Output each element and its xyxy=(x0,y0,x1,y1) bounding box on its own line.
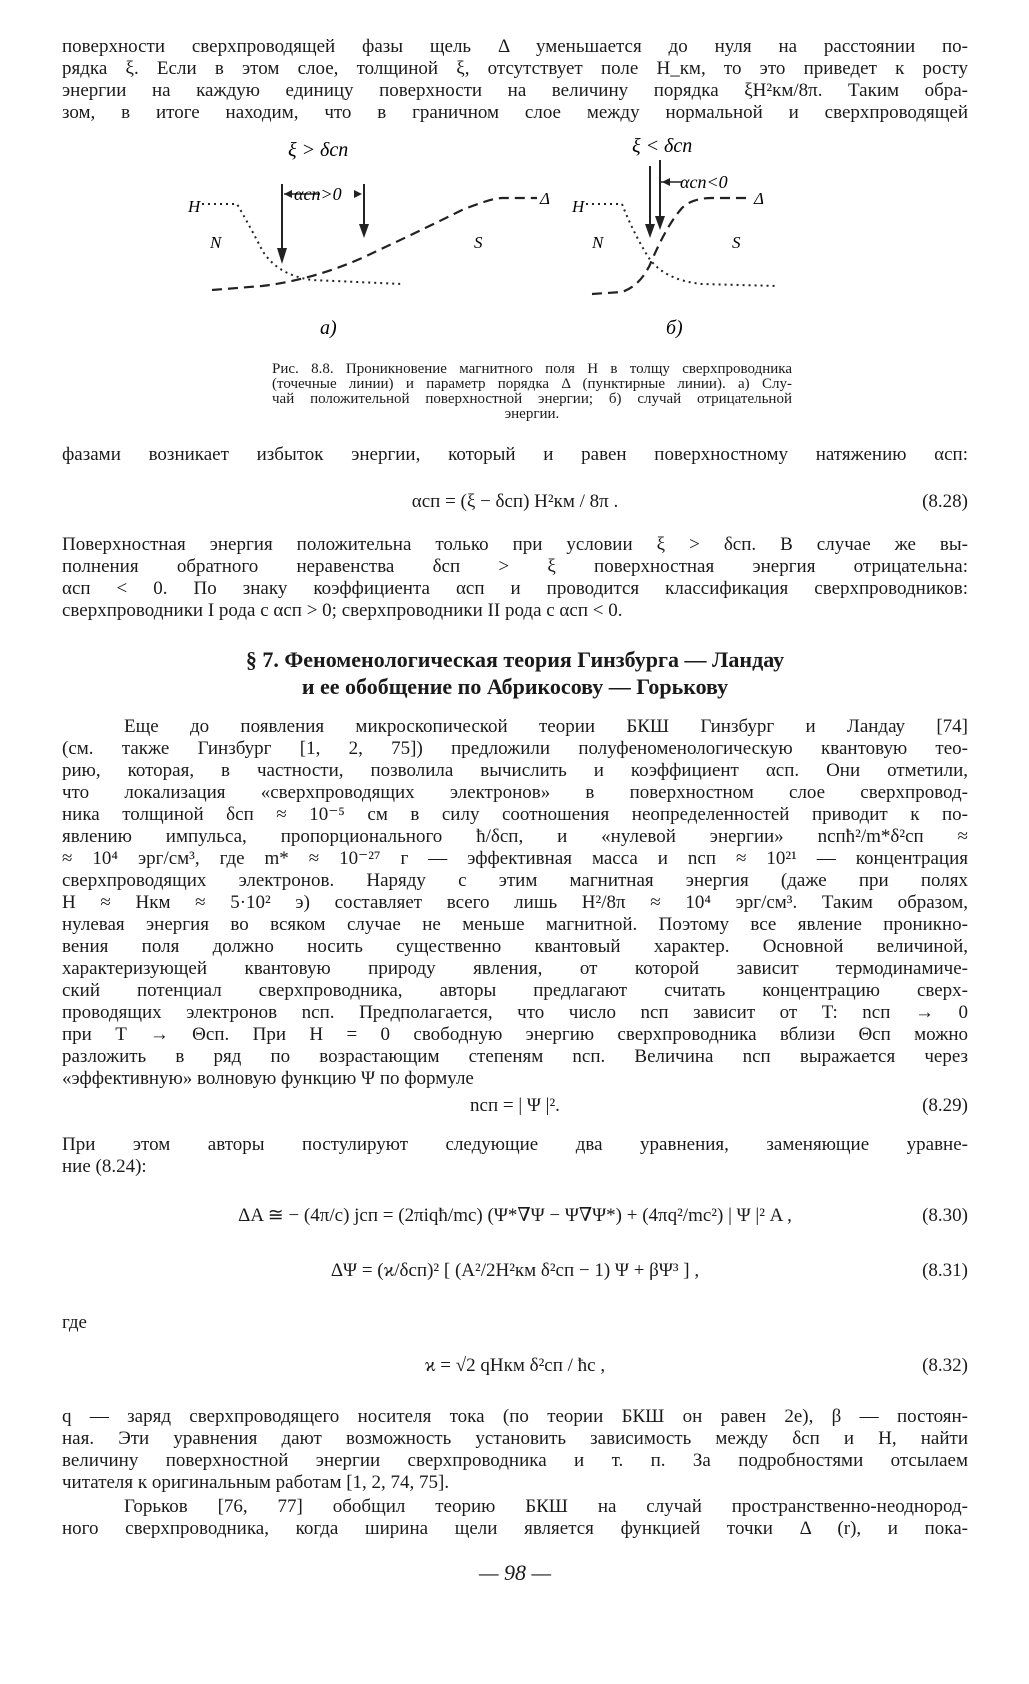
ginzburg-landau-paragraph xyxy=(62,716,968,1090)
text-line: ние (8.24): xyxy=(62,1156,147,1177)
section-heading-line: и ее обобщение по Абрикосову — Горькову xyxy=(301,674,729,699)
section-heading-line: § 7. Феноменологическая теория Гинзбурга — Ландау xyxy=(245,647,785,672)
equation-8-32 xyxy=(62,1344,968,1388)
panel-b-H-label: H xyxy=(572,197,585,216)
equation-expression: ΔA ≅ − (4π/c) jсп = (2πiqħ/mc) (Ψ*∇Ψ − Ψ∇Ψ*) + (4πq²/mc²) | Ψ |² A , xyxy=(238,1205,792,1226)
equation-number: (8.30) xyxy=(922,1205,968,1226)
panel-a-sublabel: а) xyxy=(320,317,337,339)
panel-a-alpha-label: αсп>0 xyxy=(294,184,342,204)
panel-a-N-label: N xyxy=(210,233,222,252)
equation-8-31 xyxy=(62,1248,968,1294)
caption-line: энергии. xyxy=(504,406,560,422)
where-word: где xyxy=(62,1312,87,1333)
text-line: ≈ 10⁴ эрг/см³, где m* ≈ 10⁻²⁷ г — эффективная масса и nсп ≈ 10²¹ — концентрация xyxy=(62,848,968,869)
panel-b-arrowhead xyxy=(645,224,655,238)
figure-drawing xyxy=(62,130,968,368)
panel-a-delta-label: Δ xyxy=(540,189,550,208)
postulate-paragraph xyxy=(62,1134,968,1178)
text-line: q — заряд сверхпроводящего носителя тока (по теории БКШ он равен 2e), β — постоян- xyxy=(62,1406,968,1427)
text-line: что локализация «сверхпроводящих электронов» в поверхностном слое сверхпровод- xyxy=(62,782,968,803)
panel-a-arrowhead xyxy=(277,248,287,264)
text-line: полнения обратного неравенства δсп > ξ поверхностная энергия отрицательна: xyxy=(62,556,968,577)
caption-line: чай положительной поверхностной энергии; б) случай отрицательной xyxy=(272,391,792,407)
panel-b-N-label: N xyxy=(592,233,604,252)
equation-8-30 xyxy=(62,1196,968,1236)
text-line: ная. Эти уравнения дают возможность установить зависимость между δсп и H, найти xyxy=(62,1428,968,1449)
panel-a-H-label: H xyxy=(188,197,201,216)
text-line: сверхпроводники I рода с αсп > 0; сверхпроводники II рода с αсп < 0. xyxy=(62,600,623,621)
panel-b-S-label: S xyxy=(732,233,741,252)
page-number: — 98 — xyxy=(478,1560,552,1585)
text-line: характеризующей квантовую природу явления, от которой зависит термодинамиче- xyxy=(62,958,968,979)
text-line: Горьков [76, 77] обобщил теорию БКШ на случай пространственно-неоднород- xyxy=(124,1496,968,1517)
text-line: зом, в итоге находим, что в граничном слое между нормальной и сверхпроводящей xyxy=(62,102,968,123)
panel-b-sublabel: б) xyxy=(666,317,683,339)
text-line: (см. также Гинзбург [1, 2, 75]) предложили полуфеноменологическую квантовую тео- xyxy=(62,738,968,759)
equation-number: (8.29) xyxy=(922,1095,968,1116)
panel-b-field-curve xyxy=(586,204,777,286)
text-line: сверхпроводящих электронов. Наряду с этим магнитная энергия (даже при полях xyxy=(62,870,968,891)
gorkov-paragraph xyxy=(62,1496,968,1540)
panel-b-delta-label: Δ xyxy=(754,189,764,208)
panel-b-order-parameter-curve xyxy=(592,198,752,294)
text-line: ника толщиной δсп ≈ 10⁻⁵ см в силу соотношения неопределенностей приводит к по- xyxy=(62,804,968,825)
text-line: При этом авторы постулируют следующие два уравнения, заменяющие уравне- xyxy=(62,1134,968,1155)
text-line: рию, которая, в частности, позволила вычислить и коэффициент αсп. Они отметили, xyxy=(62,760,968,781)
panel-a-arrowhead xyxy=(359,224,369,238)
panel-a-arrowhead xyxy=(354,190,362,198)
paragraph-after-figure: фазами возникает избыток энергии, который и равен поверхностному натяжению αсп: xyxy=(62,444,968,465)
text-line: читателя к оригинальным работам [1, 2, 74, 75]. xyxy=(62,1472,450,1493)
equation-number: (8.32) xyxy=(922,1355,968,1376)
section-heading xyxy=(62,646,968,700)
text-line: нулевая энергия во всяком случае не меньше магнитной. Поэтому все явление проникно- xyxy=(62,914,968,935)
equation-expression: ΔΨ = (ϰ/δсп)² [ (A²/2H²км δ²сп − 1) Ψ + βΨ³ ] , xyxy=(330,1260,700,1281)
equation-expression: ϰ = √2 qHкм δ²сп / ħc , xyxy=(424,1355,606,1376)
text-line: «эффективную» волновую функцию Ψ по формуле xyxy=(62,1068,474,1089)
caption-line: Рис. 8.8. Проникновение магнитного поля H в толщу сверхпроводника xyxy=(272,361,792,377)
text-line: αсп < 0. По знаку коэффициента αсп и проводится классификация сверхпроводников: xyxy=(62,578,968,599)
equation-number: (8.28) xyxy=(922,491,968,512)
text-line: энергии на каждую единицу поверхности на величину порядка ξH²км/8π. Таким обра- xyxy=(62,80,968,101)
panel-a-order-parameter-curve xyxy=(212,198,537,290)
equation-8-29 xyxy=(62,1094,968,1118)
intro-paragraph xyxy=(62,36,968,124)
text-line: вения поля должно носить существенно квантовый характер. Основной величиной, xyxy=(62,936,968,957)
text-line: ский потенциал сверхпроводника, авторы предлагают считать концентрацию сверх- xyxy=(62,980,968,1001)
surface-energy-paragraph xyxy=(62,534,968,622)
panel-b-arrowhead xyxy=(662,178,670,186)
figure-caption xyxy=(272,362,792,422)
text-line: Еще до появления микроскопической теории БКШ Гинзбург и Ландау [74] xyxy=(124,716,968,737)
panel-b-condition: ξ < δсп xyxy=(632,135,693,157)
text-line: проводящих электронов nсп. Предполагается, что число nсп зависит от T: nсп → 0 xyxy=(62,1002,968,1023)
figure-8-8 xyxy=(62,130,968,368)
equation-expression: nсп = | Ψ |². xyxy=(470,1095,560,1116)
text-line: рядка ξ. Если в этом слое, толщиной ξ, отсутствует поле H_км, то это приведет к росту xyxy=(62,58,968,79)
equation-expression: αсп = (ξ − δсп) H²км / 8π . xyxy=(411,491,619,512)
text-line: разложить в ряд по возрастающим степеням nсп. Величина nсп выражается через xyxy=(62,1046,968,1067)
page xyxy=(62,36,968,1586)
text-line: H ≈ Hкм ≈ 5·10² э) составляет всего лишь H²/8π ≈ 10⁴ эрг/см³. Таким образом, xyxy=(62,892,968,913)
panel-a-arrowhead xyxy=(284,190,292,198)
panel-a-field-curve xyxy=(202,204,402,284)
text-line: ного сверхпроводника, когда ширина щели является функцией точки Δ (r), и пока- xyxy=(62,1518,968,1539)
equation-number: (8.31) xyxy=(922,1260,968,1281)
panel-b-alpha-label: αсп<0 xyxy=(680,172,728,192)
panel-a-S-label: S xyxy=(474,233,483,252)
caption-line: (точечные линии) и параметр порядка Δ (пунктирные линии). а) Слу- xyxy=(272,376,792,392)
charge-paragraph xyxy=(62,1406,968,1494)
text-line: при T → Θсп. При H = 0 свободную энергию сверхпроводника вблизи Θсп можно xyxy=(62,1024,968,1045)
text-line: величину поверхностной энергии сверхпроводника и т. п. За подробностями отсылаем xyxy=(62,1450,968,1471)
text-line: поверхности сверхпроводящей фазы щель Δ уменьшается до нуля на расстоянии по- xyxy=(62,36,968,57)
equation-8-28 xyxy=(62,482,968,522)
panel-b-arrowhead xyxy=(655,216,665,230)
text-line: Поверхностная энергия положительна только при условии ξ > δсп. В случае же вы- xyxy=(62,534,968,555)
panel-a-condition: ξ > δсп xyxy=(288,139,349,161)
text-line: явлению импульса, пропорционального ħ/δсп, и «нулевой энергии» nспħ²/m*δ²сп ≈ xyxy=(62,826,968,847)
